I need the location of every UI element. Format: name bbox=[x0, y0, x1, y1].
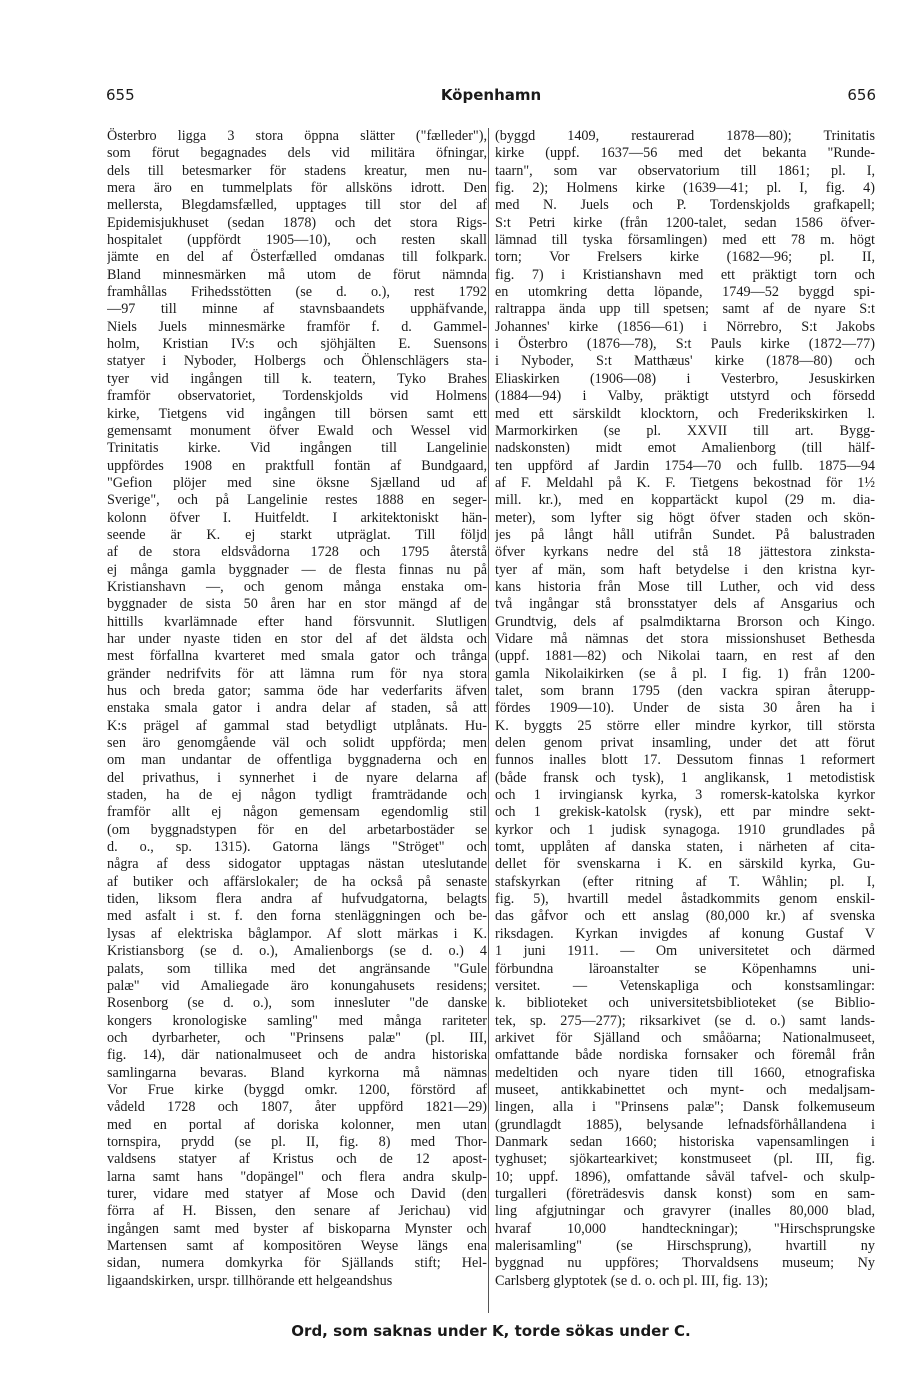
text-line: i Österbro (1876—78), S:t Pauls kirke (1872—77) bbox=[495, 336, 875, 353]
text-line: gränder nedrifvits för att lämna rum för nya stora bbox=[107, 665, 487, 682]
footer-note: Ord, som saknas under K, torde sökas under C. bbox=[291, 1322, 691, 1340]
text-line: några af dess sidogator upptagas nästan uteslutande bbox=[107, 856, 487, 873]
text-line: 10; uppf. 1896), omfattande såväl tafvel- och skulp- bbox=[495, 1168, 875, 1185]
text-line: Carlsberg glyptotek (se d. o. och pl. III, fig. 13); bbox=[495, 1272, 769, 1289]
text-line: (om byggnadstypen för en del arbetarbostäder se bbox=[107, 821, 487, 838]
text-line: delen genom privat insamling, under det att förut bbox=[495, 735, 875, 752]
text-line: (1884—94) i Valby, präktigt utstyrd och försedd bbox=[495, 388, 875, 405]
text-line: som förut begagnades dels vid militära öfningar, bbox=[107, 145, 487, 162]
text-line: af F. Meldahl på K. F. Tietgens bekostnad för 1½ bbox=[495, 474, 875, 491]
text-line: (byggd 1409, restaurerad 1878—80); Trinitatis bbox=[495, 128, 875, 144]
text-line: funnos inalles blott 17. Dessutom finnas 1 reformert bbox=[495, 752, 875, 769]
text-line: dellet för svenskarna i K. en särskild kyrka, Gu- bbox=[495, 856, 875, 873]
text-line: ej många gamla byggnader — de flesta finnas nu på bbox=[107, 561, 487, 578]
text-line: tornspira, prydd (se pl. II, fig. 8) med Thor- bbox=[107, 1133, 487, 1150]
text-line: framför allt ej någon gemensam egendomlig stil bbox=[107, 804, 487, 821]
text-line: meter), som lyfter sig högt öfver staden och skön- bbox=[495, 509, 875, 526]
text-line: palats, som tillika med det angränsande "Gule bbox=[107, 960, 487, 977]
text-line: ling afgjutningar och gravyrer (inalles 80,000 blad, bbox=[495, 1203, 875, 1220]
text-line: ten uppförd af Jardin 1754—70 och fullb. 1875—94 bbox=[495, 457, 875, 474]
text-line: kyrkor och 1 judisk synagoga. 1910 grundlades på bbox=[495, 821, 875, 838]
text-line: af de stora eldsvådorna 1728 och 1795 återstå bbox=[107, 544, 487, 561]
text-line: nadskonsten) midt emot Amalienborg (till hälf- bbox=[495, 440, 875, 457]
text-line: tiden, liksom flera andra af hufvudgatorna, belagts bbox=[107, 891, 487, 908]
text-line: versitet. — Vetenskapliga och konstsamlingar: bbox=[495, 977, 875, 994]
text-line: arkivet för Själland och småöarna; Nationalmuseet, bbox=[495, 1029, 875, 1046]
left-column bbox=[107, 128, 487, 1290]
text-line: das gåfvor och ett anslag (80,000 kr.) af svenska bbox=[495, 908, 875, 925]
text-line: byggnader de sista 50 åren har en stor mängd af de bbox=[107, 596, 487, 613]
text-line: Kristianshavn —, och genom många enstaka om- bbox=[107, 578, 487, 595]
text-line: vådeld 1728 och 1807, åter uppförd 1821—29) bbox=[107, 1099, 487, 1116]
text-line: ligaandskirken, urspr. tillhörande ett helgeandshus bbox=[107, 1272, 393, 1289]
text-line: turgalleri (företrädesvis dansk konst) som en sam- bbox=[495, 1185, 875, 1202]
text-line: hospitalet (uppfördt 1905—10), och resten skall bbox=[107, 232, 487, 249]
text-line: riksdagen. Kyrkan invigdes af konung Gustaf V bbox=[495, 925, 875, 942]
text-line: malerisamling" (se Hirschsprung), hvartill ny bbox=[495, 1238, 875, 1254]
text-line: museet, antikkabinettet och mynt- och medaljsam- bbox=[495, 1081, 875, 1098]
text-line: framhållas Frihedsstötten (se d. o.), rest 1792 bbox=[107, 284, 487, 301]
text-line: stafskyrkan (efter ritning af T. Wåhlin; pl. I, bbox=[495, 873, 875, 890]
text-line: af butiker och affärslokaler; de ha också på senaste bbox=[107, 873, 487, 890]
text-line: kirke (uppf. 1637—56 med det bekanta "Runde- bbox=[495, 145, 875, 162]
text-line: Trinitatis kirke. Vid ingången till Langelinie bbox=[107, 440, 487, 457]
text-line: ingången samt med byster af biskoparna Mynster och bbox=[107, 1220, 487, 1237]
text-line: torn; Vor Frelsers kirke (1682—96; pl. II, bbox=[495, 249, 875, 266]
text-line: och 1 grekisk-katolsk (rysk), ett par mindre sekt- bbox=[495, 804, 875, 821]
text-line: raltrappa ända upp till spetsen; samt af de nyare S:t bbox=[495, 301, 875, 318]
text-line: taarn", som var observatorium till 1861; pl. I, bbox=[495, 162, 875, 179]
text-line: valdsens statyer af Kristus och de 12 apost- bbox=[107, 1151, 487, 1168]
text-line: kans historia från Mose till Luther, och vid dess bbox=[495, 578, 875, 595]
text-line: S:t Petri kirke (från 1200-talet, sedan 1586 öfver- bbox=[495, 214, 875, 231]
text-line: jes på långt håll utifrån Sundet. På balustraden bbox=[495, 526, 875, 543]
text-line: Vor Frue kirke (byggd omkr. 1200, förstörd af bbox=[107, 1081, 487, 1098]
text-line: kirke, Tietgens vid ingången till börsen samt ett bbox=[107, 405, 487, 422]
text-line: lämnad till tyska församlingen) med ett 78 m. högt bbox=[495, 232, 875, 249]
text-line: och dyrbarheter, och "Prinsens palæ" (pl. III, bbox=[107, 1029, 487, 1046]
text-line: hus och breda gator; samma öde har vederfarits äfven bbox=[107, 683, 487, 699]
text-line: sidan, numera domkyrka för Själlands stift; Hel- bbox=[107, 1255, 487, 1272]
text-line: hvaraf 10,000 handteckningar); "Hirschsprungske bbox=[495, 1220, 875, 1237]
text-line: jämte en del af Österfælled omdanas till folkpark. bbox=[107, 249, 487, 266]
text-line: statyer i Nyboder, Holbergs och Öhlenschlägers sta- bbox=[107, 353, 487, 370]
text-line: fig. 7) i Kristianshavn med ett präktigt torn och bbox=[495, 266, 875, 283]
text-line: K:s prägel af gammal stad betydligt utplånats. Hu- bbox=[107, 717, 487, 734]
text-line: (uppf. 1881—82) och Nikolai taarn, en rest af den bbox=[495, 648, 875, 665]
text-line: Vidare må nämnas det stora missionshuset Bethesda bbox=[495, 630, 875, 647]
text-line: Martensen samt af kompositören Weyse längs ena bbox=[107, 1238, 487, 1254]
text-line: omfattande både nordiska fornsaker och föremål från bbox=[495, 1047, 875, 1064]
text-line: gamla Nikolaikirken (se å pl. I fig. 1) från 1200- bbox=[495, 665, 875, 682]
text-line: om man undantar de offentliga byggnaderna och en bbox=[107, 752, 487, 769]
right-column bbox=[495, 128, 875, 1290]
text-line: turer, vidare med statyer af Mose och David (den bbox=[107, 1185, 487, 1202]
text-line: fig. 5), hvartill medel åstadkommits genom enskil- bbox=[495, 891, 875, 908]
text-line: Grundtvig, dels af psalmdiktarna Brorson och Kingo. bbox=[495, 613, 875, 630]
page-header bbox=[106, 86, 876, 116]
text-line: lysas af elektriska båglampor. Af slott märkas i K. bbox=[107, 925, 487, 942]
text-line: med N. Juels och P. Tordenskjolds grafkapell; bbox=[495, 197, 875, 214]
text-line: fördes 1909—10). Under de sista 30 åren ha i bbox=[495, 700, 875, 717]
text-line: —97 till minne af stavnsbaandets upphäfvande, bbox=[107, 301, 487, 318]
text-line: mest förfallna kvarteret med smala gator och trånga bbox=[107, 648, 487, 665]
text-line: fig. 14), där nationalmuseet och de andra historiska bbox=[107, 1047, 487, 1064]
text-line: två ingångar stå bronsstatyer dels af Ansgarius och bbox=[495, 596, 875, 613]
text-line: hittills kvarlämnade efter hand försvunnit. Slutligen bbox=[107, 613, 487, 630]
column-divider bbox=[488, 128, 489, 1313]
text-line: seende är K. ej starkt utpräglat. Till följd bbox=[107, 526, 487, 543]
text-line: Marmorkirken (se pl. XXVII till art. Bygg- bbox=[495, 422, 875, 439]
text-line: tomt, upplåten af danska staten, i närheten af cita- bbox=[495, 839, 875, 856]
text-line: förbundna läroanstalter se Köpenhamns uni- bbox=[495, 960, 875, 977]
text-line: Sverige", och på Langelinie restes 1888 en seger- bbox=[107, 492, 487, 509]
text-line: (grundlagdt 1885), belysande lefnadsförhållandena i bbox=[495, 1116, 875, 1133]
text-line: har under nyaste tiden en stor del af det äldsta och bbox=[107, 630, 487, 647]
text-line: k. biblioteket och universitetsbiblioteket (se Biblio- bbox=[495, 995, 875, 1012]
text-line: larna samt hans "dopängel" och flera andra skulp- bbox=[107, 1168, 487, 1185]
text-line: Kristiansborg (se d. o.), Amalienborgs (se d. o.) 4 bbox=[107, 943, 487, 960]
text-line: med asfalt i st. f. den forna stenläggningen och be- bbox=[107, 908, 487, 925]
text-line: Bland minnesmärken må utom de förut nämnda bbox=[107, 266, 487, 283]
text-line: mellersta, Blegdamsfælled, upptages till stor del af bbox=[107, 197, 487, 214]
text-line: Rosenborg (se d. o.), som innesluter "de danske bbox=[107, 995, 487, 1012]
text-line: Epidemisjukhuset (sedan 1878) och det stora Rigs- bbox=[107, 214, 487, 231]
text-line: med en portal af doriska kolonner, men utan bbox=[107, 1116, 487, 1133]
text-line: Niels Juels minnesmärke framför f. d. Gammel- bbox=[107, 318, 487, 335]
text-line: en utomkring detta löpande, 1749—52 byggd spi- bbox=[495, 284, 875, 301]
text-line: 1 juni 1911. — Om universitetet och därmed bbox=[495, 943, 875, 960]
page-number-right: 656 bbox=[847, 86, 876, 104]
text-line: Johannes' kirke (1856—61) i Nörrebro, S:t Jakobs bbox=[495, 318, 875, 335]
text-line: staden, ha de ej någon tydligt framträdande och bbox=[107, 787, 487, 804]
text-line: fig. 2); Holmens kirke (1639—41; pl. I, fig. 4) bbox=[495, 180, 875, 197]
text-line: tek, sp. 275—277); riksarkivet (se d. o.) samt lands- bbox=[495, 1012, 875, 1029]
text-line: Danmark sedan 1660; historiska vapensamlingen i bbox=[495, 1133, 875, 1150]
text-line: framför observatoriet, Tordenskjolds vid Holmens bbox=[107, 388, 487, 405]
text-line: sen äro genomgående väl och solidt uppförda; men bbox=[107, 735, 487, 752]
text-line: tyghuset; sjökartearkivet; konstmuseet (pl. III, fig. bbox=[495, 1151, 875, 1168]
text-line: och 1 irvingiansk kyrka, 3 romersk-katolska kyrkor bbox=[495, 787, 875, 804]
running-title: Köpenhamn bbox=[440, 86, 542, 104]
text-line: mill. kr.), med en koppartäckt kupol (29 m. dia- bbox=[495, 492, 875, 509]
text-line: (både fransk och tysk), 1 anglikansk, 1 metodistisk bbox=[495, 769, 875, 786]
text-line: i Nyboder, S:t Matthæus' kirke (1878—80) och bbox=[495, 353, 875, 370]
text-line: lingen, alla i "Prinsens palæ"; Dansk folkemuseum bbox=[495, 1099, 875, 1116]
text-line: holm, Kristian IV:s och sjöhjälten E. Suensons bbox=[107, 336, 487, 353]
text-line: samlingarna bevaras. Bland kyrkorna må nämnas bbox=[107, 1064, 487, 1081]
text-line: palæ" vid Amaliegade äro konungahusets residens; bbox=[107, 977, 487, 994]
text-line: K. byggts 25 större eller mindre kyrkor, till största bbox=[495, 717, 875, 734]
text-line: tyer vid ingången till k. teatern, Tyko Brahes bbox=[107, 370, 487, 387]
text-line: d. o., sp. 1315). Gatorna längs "Ströget" och bbox=[107, 839, 487, 856]
text-line: öfver kyrkans nedre del stå 18 jättestora zinksta- bbox=[495, 544, 875, 561]
text-line: kolonn öfver I. Huitfeldt. I arkitektoniskt hän- bbox=[107, 509, 487, 526]
text-line: uppfördes 1908 en praktfull fontän af Bundgaard, bbox=[107, 457, 487, 474]
text-line: medeltiden och nyare tiden till 1660, etnografiska bbox=[495, 1064, 875, 1081]
text-line: "Gefion plöjer med sine öksne Sjælland ud af bbox=[107, 474, 487, 491]
text-line: med ett särskildt klocktorn, och Frederikskirken l. bbox=[495, 405, 875, 422]
text-line: gemensamt monument öfver Ewald och Wessel vid bbox=[107, 422, 487, 439]
text-line: Eliaskirken (1906—08) i Vesterbro, Jesuskirken bbox=[495, 370, 875, 387]
text-line: mera äro en tummelplats för allsköns idrott. Den bbox=[107, 180, 487, 197]
text-line: enstaka smala gator i andra delar af staden, så att bbox=[107, 700, 487, 717]
text-line: förra af H. Bissen, den senare af Jerichau) vid bbox=[107, 1203, 487, 1220]
text-line: del privathus, i synnerhet i de nyare delarna af bbox=[107, 769, 487, 786]
text-line: byggnad nu uppföres; Thorvaldsens museum; Ny bbox=[495, 1255, 875, 1272]
text-line: talet, som brann 1795 (den vackra spiran återupp- bbox=[495, 683, 875, 699]
page-number-left: 655 bbox=[106, 86, 135, 104]
text-line: tyer af män, som haft betydelse i den kristna kyr- bbox=[495, 561, 875, 578]
text-line: kongers kronologiske samling" med många rariteter bbox=[107, 1012, 487, 1029]
text-line: dels till betesmarker för stadens kreatur, men nu- bbox=[107, 162, 487, 179]
text-line: Österbro ligga 3 stora öppna slätter ("fælleder"), bbox=[107, 128, 487, 144]
